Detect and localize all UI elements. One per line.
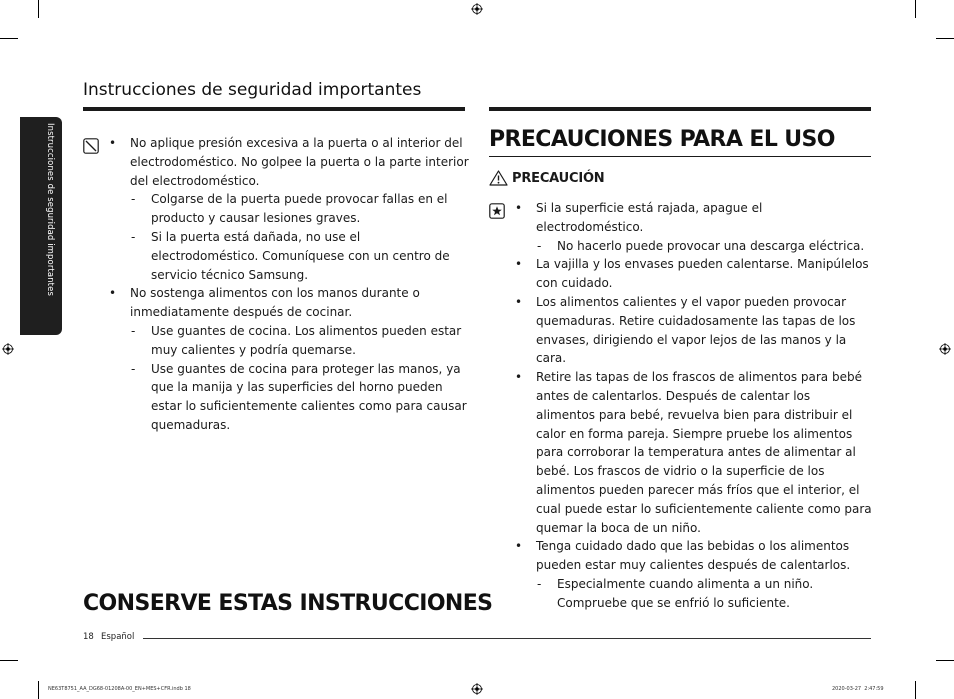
side-tab: [20, 117, 62, 335]
precautions-heading: PRECAUCIONES PARA EL USO: [489, 127, 835, 152]
registration-mark-icon: [2, 343, 14, 355]
crop-mark: [38, 681, 39, 699]
registration-mark-icon: [939, 343, 951, 355]
sub-item: - Use guantes de cocina para proteger las manos, ya que la manija y las superficies del horno pueden estar lo suficientemente calientes como para causar quemaduras.: [130, 360, 469, 435]
bullet-text: Si la superficie está rajada, apague el electrodoméstico.: [536, 201, 763, 234]
page-number: 18: [83, 632, 94, 642]
left-content: [109, 134, 469, 435]
sub-list: [536, 237, 872, 256]
bullet-item: [515, 199, 872, 255]
left-bullet-list: [109, 134, 469, 435]
print-date-info: 2020-03-27 ￼ 2:47:59: [832, 686, 884, 692]
crop-mark: [0, 660, 18, 661]
sub-item: - No hacerlo puede provocar una descarga eléctrica.: [536, 237, 872, 256]
bullet-item: [515, 255, 872, 293]
caution-label: [489, 170, 605, 186]
crop-mark: [936, 660, 954, 661]
section-rule-left: [83, 107, 465, 111]
registration-mark-icon: [471, 3, 483, 15]
footer-language: Español: [101, 632, 135, 642]
sub-list: [130, 190, 469, 284]
sub-item: - Especialmente cuando alimenta a un niño. Compruebe que se enfrió lo suficiente.: [536, 575, 872, 613]
crop-mark: [38, 0, 39, 18]
warning-icon: [489, 170, 508, 186]
sub-item: - Use guantes de cocina. Los alimentos pueden estar muy calientes y podría quemarse.: [130, 322, 469, 360]
bullet-text: La vajilla y los envases pueden calentarse. Manipúlelos con cuidado.: [536, 257, 869, 291]
bullet-item: [515, 537, 872, 612]
section-rule-right: [489, 107, 871, 111]
bullet-item: [109, 134, 469, 284]
crop-mark: [915, 0, 916, 18]
sub-list: [536, 575, 872, 613]
conserve-heading: CONSERVE ESTAS INSTRUCCIONES: [83, 591, 493, 616]
bullet-item: [515, 293, 872, 368]
bullet-text: Tenga cuidado dado que las bebidas o los alimentos pueden estar muy calientes después de calentarlos.: [536, 539, 851, 573]
sub-item: - Si la puerta está dañada, no use el electrodoméstico. Comuníquese con un centro de servicio técnico Samsung.: [130, 228, 469, 284]
footer-rule: [143, 638, 871, 639]
right-bullet-list: [515, 199, 872, 613]
no-pressure-icon: [83, 138, 99, 154]
bullet-text: Los alimentos calientes y el vapor pueden provocar quemaduras. Retire cuidadosamente las tapas de los envases, dirigiendo el vapor lejos de las manos y la cara.: [536, 294, 856, 366]
crop-mark: [915, 681, 916, 699]
section-title: Instrucciones de seguridad importantes: [83, 80, 422, 100]
sub-list: [130, 322, 469, 435]
side-tab-label: Instrucciones de seguridad importantes: [45, 123, 55, 296]
caution-text: PRECAUCIÓN: [512, 170, 605, 186]
star-icon: [489, 203, 505, 219]
crop-mark: [936, 38, 954, 39]
bullet-item: [515, 368, 872, 537]
sub-item: - Colgarse de la puerta puede provocar fallas en el producto y causar lesiones graves.: [130, 190, 469, 228]
bullet-text: No aplique presión excesiva a la puerta o al interior del electrodoméstico. No golpee la puerta o la parte interior del electrodoméstico.: [130, 136, 469, 188]
bullet-text: Retire las tapas de los frascos de alimentos para bebé antes de calentarlos. Después de calentar los alimentos para bebé, revuelva bien para distribuir el calor en forma pareja. Siempre pruebe los alimentos para corroborar la temperatura antes de alimentar al bebé. Los frascos de vidrio o la superficie de los alimentos pueden parecer más fríos que el interior, el cual puede estar lo suficientemente caliente como para quemar la boca de un niño.: [536, 370, 872, 535]
crop-mark: [0, 38, 18, 39]
precautions-rule: [489, 156, 871, 157]
bullet-text: No sostenga alimentos con los manos durante o inmediatamente después de cocinar.: [130, 286, 420, 320]
registration-mark-icon: [471, 683, 483, 695]
bullet-item: [109, 284, 469, 434]
print-file-info: NE63T8751_AA_DG68-01208A-00_EN+MES+CFR.indb 18: [48, 686, 191, 692]
right-content: [515, 199, 872, 613]
